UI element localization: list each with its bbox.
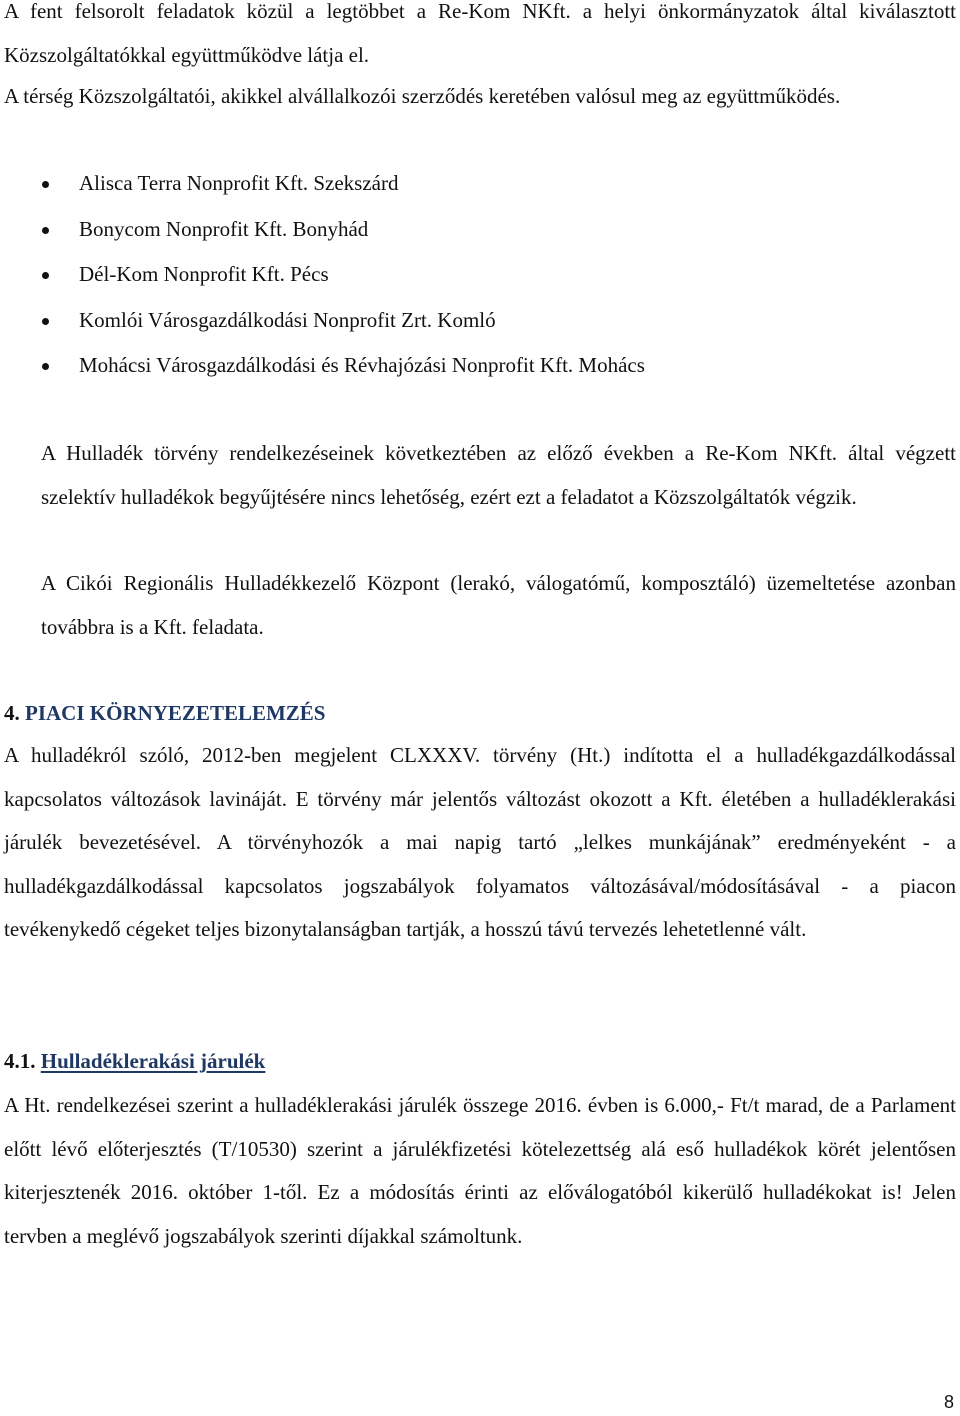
provider-name: Komlói Városgazdálkodási Nonprofit Zrt. Komló [79, 307, 496, 332]
bullet-icon [42, 181, 49, 188]
section-title: PIACI KÖRNYEZETELEMZÉS [25, 701, 326, 725]
intro-paragraph: A fent felsorolt feladatok közül a legtöbbet a Re-Kom NKft. a helyi önkormányzatok által kiválasztott Közszolgáltatókkal együttműködve látja el. [4, 0, 956, 67]
list-item [0, 161, 960, 207]
subsection-heading-landfill-levy [4, 1046, 265, 1076]
bullet-icon [42, 227, 49, 234]
selective-waste-paragraph: A Hulladék törvény rendelkezéseinek következtében az előző években a Re-Kom NKft. által végzett szelektív hulladékok begyűjtésére nincs lehetőség, ezért ezt a feladatot a Közszolgáltatók végzik. [41, 441, 956, 509]
bullet-icon [42, 318, 49, 325]
provider-name: Dél-Kom Nonprofit Kft. Pécs [79, 262, 329, 286]
subsection-title: Hulladéklerakási járulék [40, 1049, 266, 1073]
provider-name: Alisca Terra Nonprofit Kft. Szekszárd [79, 171, 399, 195]
bullet-icon [42, 363, 49, 370]
bullet-icon [42, 272, 49, 279]
subsection-number: 4.1. [4, 1049, 36, 1073]
provider-name: Bonycom Nonprofit Kft. Bonyhád [79, 216, 369, 241]
list-item [0, 298, 960, 344]
providers-list [0, 161, 960, 389]
section-heading-market-analysis [4, 698, 325, 728]
list-item [0, 207, 960, 253]
list-item [0, 343, 960, 389]
landfill-levy-paragraph: A Ht. rendelkezései szerint a hulladéklerakási járulék összege 2016. évben is 6.000,- Ft/t marad, de a Parlament előtt lévő előterjesztés (T/10530) szerint a járulékfizetési kötelezettség alá eső hulladékok körét jelentősen kiterjesztenék 2016. október 1-től. Ez a módosítás érinti az előválogatóból kikerülő hulladékokat is! Jelen tervben a meglévő jogszabályok szerinti díjakkal számoltunk. [4, 1093, 956, 1248]
section-number: 4. [4, 701, 20, 725]
providers-intro-paragraph: A térség Közszolgáltatói, akikkel alvállalkozói szerződés keretében valósul meg az együttműködés. [4, 84, 841, 108]
cikoi-center-paragraph: A Cikói Regionális Hulladékkezelő Központ (lerakó, válogatómű, komposztáló) üzemeltetése azonban továbbra is a Kft. feladata. [41, 571, 956, 639]
waste-law-paragraph: A hulladékról szóló, 2012-ben megjelent CLXXXV. törvény (Ht.) indította el a hulladékgazdálkodással kapcsolatos változások lavináját. E törvény már jelentős változást okozott a Kft. életében a hulladéklerakási járulék bevezetésével. A törvényhozók a mai napig tartó „lelkes munkájának” eredményeként - a hulladékgazdálkodással kapcsolatos jogszabályok folyamatos változásával/módosításával - a piacon tevékenykedő cégeket teljes bizonytalanságban tartják, a hosszú távú tervezés lehetetlenné vált. [4, 743, 956, 941]
provider-name: Mohácsi Városgazdálkodási és Révhajózási Nonprofit Kft. Mohács [79, 353, 645, 377]
list-item [0, 252, 960, 298]
page-number: 8 [943, 1392, 954, 1412]
